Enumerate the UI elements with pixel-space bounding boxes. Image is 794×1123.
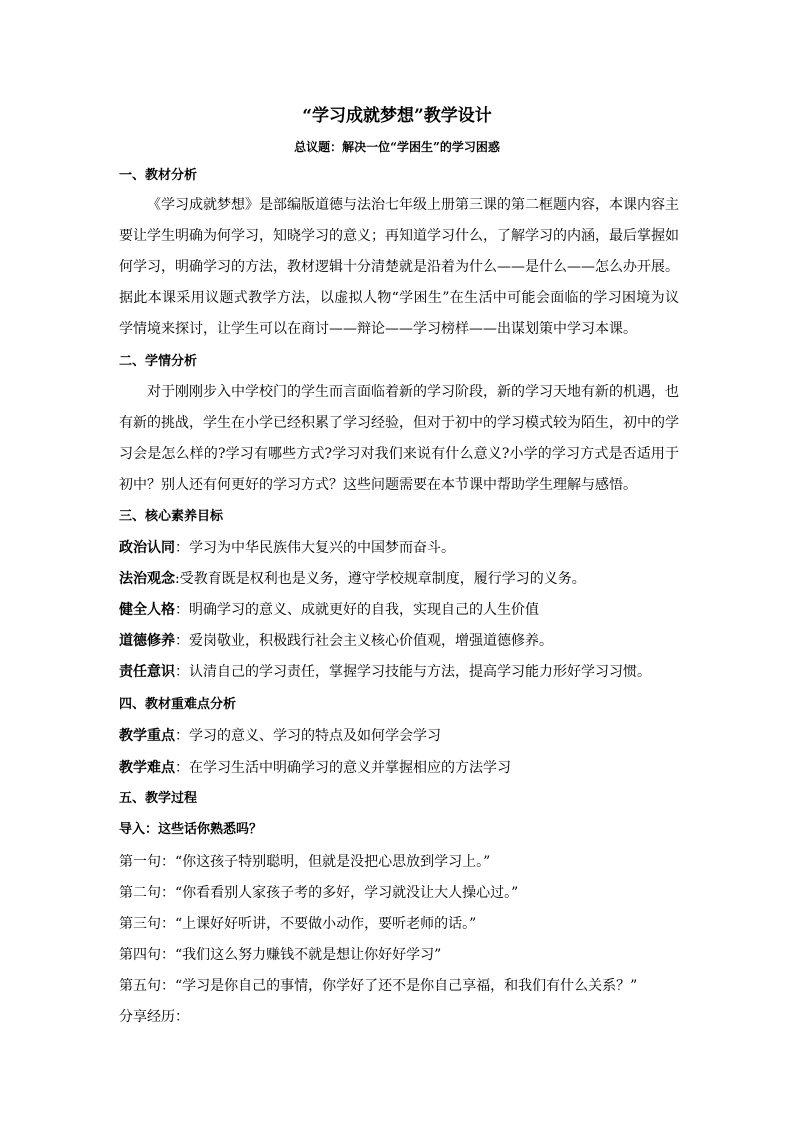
goal-text: 爱岗敬业，积极践行社会主义核心价值观，增强道德修养。: [189, 633, 553, 649]
paragraph-textbook-analysis: 《学习成就梦想》是部编版道德与法治七年级上册第三课的第二框题内容，本课内容主要让学生明确为何学习，知晓学习的意义；再知道学习什么，了解学习的内涵，最后掌握如何学习，明确学习的方法，教材逻辑十分清楚就是沿着为什么——是什么——怎么办开展。据此本课采用议题式教学方法，以虚拟人物“学困生”在生活中可能会面临的学习困境为议学情境来探讨，让学生可以在商讨——辩论——学习榜样——出谋划策中学习本课。: [119, 197, 679, 337]
goal-label: 责任意识: [119, 664, 175, 680]
goal-label: 政治认同: [119, 540, 175, 556]
goal-item-political-identity: [119, 538, 455, 558]
goal-item-rule-of-law: [119, 569, 586, 589]
section-heading-textbook-analysis: 一、教材分析: [119, 168, 198, 183]
key-point-item: [119, 726, 441, 746]
key-point-label: 教学重点: [119, 728, 175, 744]
document-subtitle: 总议题：解决一位“学困生”的学习困惑: [294, 140, 500, 154]
quote-line-5: 第五句：“学习是你自己的事情，你学好了还不是你自己享福，和我们有什么关系？”: [119, 978, 638, 994]
goal-separator: ：: [175, 602, 189, 618]
quote-line-2: 第二句：“你看看别人家孩子考的多好，学习就没让大人操心过。”: [119, 885, 519, 901]
difficult-point-text: 在学习生活中明确学习的意义并掌握相应的方法学习: [189, 760, 511, 776]
section-heading-teaching-process: 五、教学过程: [119, 791, 198, 806]
difficult-point-item: [119, 758, 511, 778]
goal-text: 认清自己的学习责任，掌握学习技能与方法，提高学习能力形好学习习惯。: [189, 664, 651, 680]
goal-separator: ：: [175, 633, 189, 649]
intro-heading: 导入：这些话你熟悉吗？: [119, 822, 263, 837]
goal-item-responsibility: [119, 662, 651, 682]
quote-line-3: 第三句：“上课好好听讲，不要做小动作，要听老师的话。”: [119, 916, 477, 932]
quote-line-4: 第四句：“我们这么努力赚钱不就是想让你好好学习”: [119, 947, 442, 963]
goal-label: 法治观念: [119, 571, 175, 587]
goal-item-sound-personality: [119, 600, 539, 620]
goal-separator: ：: [175, 664, 189, 680]
goal-item-moral-cultivation: [119, 631, 553, 651]
section-heading-key-points: 四、教材重难点分析: [119, 697, 237, 712]
goal-text: 明确学习的意义、成就更好的自我，实现自己的人生价值: [189, 602, 539, 618]
goal-label: 健全人格: [119, 602, 175, 618]
quote-line-1: 第一句：“你这孩子特别聪明，但就是没把心思放到学习上。”: [119, 854, 491, 870]
goal-text: 受教育既是权利也是义务，遵守学校规章制度，履行学习的义务。: [179, 571, 586, 587]
goal-separator: ：: [175, 540, 189, 556]
key-point-separator: ：: [175, 728, 189, 744]
difficult-point-label: 教学难点: [119, 760, 175, 776]
section-heading-core-goals: 三、核心素养目标: [119, 509, 224, 524]
goal-text: 学习为中华民族伟大复兴的中国梦而奋斗。: [189, 540, 455, 556]
section-heading-student-analysis: 二、学情分析: [119, 354, 198, 369]
paragraph-student-analysis: 对于刚刚步入中学校门的学生而言面临着新的学习阶段，新的学习天地有新的机遇，也有新的挑战，学生在小学已经积累了学习经验，但对于初中的学习模式较为陌生，初中的学习会是怎么样的?学习有哪些方式?学习对我们来说有什么意义?小学的学习方式是否适用于初中？别人还有何更好的学习方式？这些问题需要在本节课中帮助学生理解与感悟。: [119, 384, 679, 493]
key-point-text: 学习的意义、学习的特点及如何学会学习: [189, 728, 441, 744]
goal-label: 道德修养: [119, 633, 175, 649]
goal-separator: :: [175, 571, 180, 587]
share-experience-label: 分享经历：: [119, 1009, 189, 1025]
difficult-point-separator: ：: [175, 760, 189, 776]
document-title: “学习成就梦想”教学设计: [302, 106, 492, 126]
